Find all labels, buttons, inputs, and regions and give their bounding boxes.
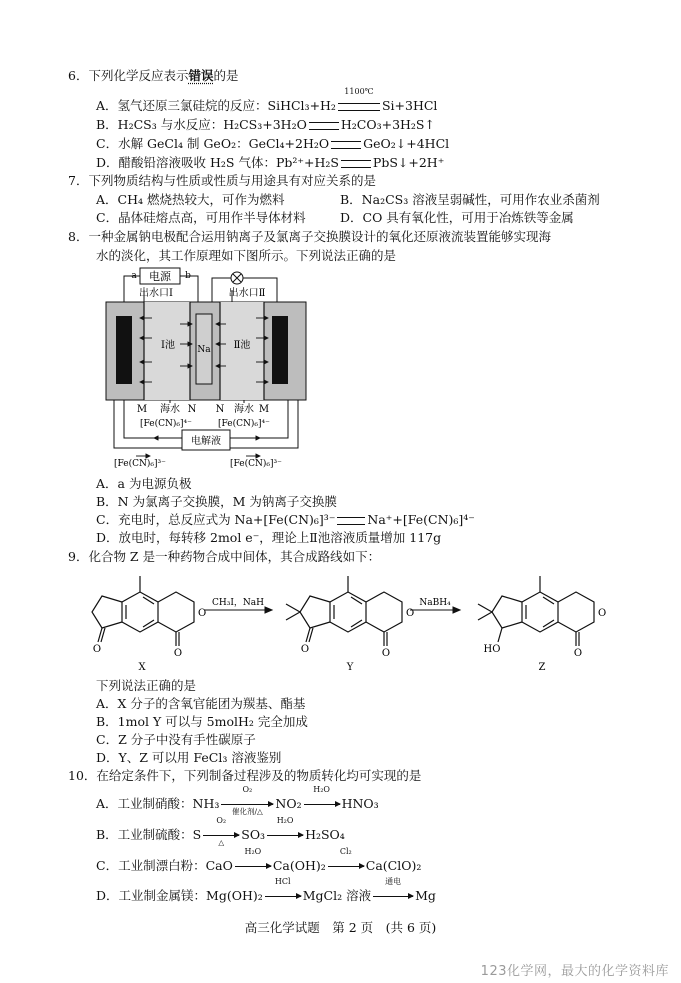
q7-option-c: C．晶体硅熔点高，可用作半导体材料: [96, 210, 306, 225]
x-carbonyl-o: O: [173, 648, 183, 659]
q6-a-condition: 1100℃: [338, 98, 380, 114]
y-carbonyl-o: O: [381, 648, 391, 659]
q8-option-c: C．充电时，总反应式为 Na+[Fe(CN)₆]³⁻ Na⁺+[Fe(CN)₆]⁴⁻: [96, 512, 475, 527]
na-label: Na: [197, 345, 211, 355]
seawater-left-label: 海水: [160, 404, 180, 415]
pool-1-label: Ⅰ池: [161, 340, 175, 351]
q7-option-a: A．CH₄ 燃烧热较大，可作为燃料: [96, 192, 285, 207]
q9-option-d: D．Y、Z 可以用 FeCl₃ 溶液鉴别: [96, 750, 282, 765]
q6-stem: 6．下列化学反应表示错误的是: [68, 68, 239, 83]
q9-synthesis-route: [80, 562, 640, 674]
membrane-m-right: M: [258, 404, 270, 415]
label-x: X: [138, 662, 146, 673]
terminal-b: b: [185, 271, 191, 281]
y-ring-o: O: [406, 608, 415, 619]
outlet-1-label: 出水口Ⅰ: [139, 288, 173, 299]
q10-stem: 10．在给定条件下，下列制备过程涉及的物质转化均可实现的是: [68, 768, 422, 783]
power-source: [140, 268, 180, 284]
label-z: Z: [538, 662, 546, 673]
q8-stem-line1: 8．一种金属钠电极配合运用钠离子及氯离子交换膜设计的氧化还原液流装置能够实现海: [68, 229, 551, 244]
q9-ask: 下列说法正确的是: [96, 678, 197, 693]
molecule-z: [478, 576, 594, 646]
q8-option-a: A．a 为电源负极: [96, 476, 192, 491]
fecn4-left-label: [Fe(CN)₆]⁴⁻: [140, 419, 192, 429]
fecn3-left-label: [Fe(CN)₆]³⁻: [114, 459, 166, 469]
q8-option-d: D．放电时，每转移 2mol e⁻，理论上Ⅱ池溶液质量增加 117g: [96, 530, 442, 545]
page-footer: 高三化学试题 第 2 页 (共 6 页): [244, 920, 437, 935]
q7-stem: 7．下列物质结构与性质或性质与用途具有对应关系的是: [68, 173, 376, 188]
q10-option-b: B．工业制硫酸：S O₂ △ SO₃ H₂O H₂SO₄: [96, 816, 345, 847]
molecule-x: [92, 576, 194, 646]
molecule-y: [286, 576, 402, 646]
q6-option-d: D．醋酸铅溶液吸收 H₂S 气体：Pb²⁺+H₂S PbS↓+2H⁺: [96, 155, 445, 170]
q9-option-a: A．X 分子的含氧官能团为羰基、酯基: [96, 696, 306, 711]
pool-2-label: Ⅱ池: [233, 340, 251, 351]
y-ketone-o: O: [300, 644, 310, 655]
q9-option-c: C．Z 分子中没有手性碳原子: [96, 732, 256, 747]
terminal-a: a: [131, 271, 137, 281]
x-ring-o: O: [198, 608, 207, 619]
z-hydroxyl: HO: [483, 644, 501, 655]
q8-option-b: B．N 为氯离子交换膜，M 为钠离子交换膜: [96, 494, 337, 509]
watermark: 123化学网，最大的化学资料库: [480, 964, 669, 979]
seawater-right-label: 海水: [234, 404, 254, 415]
q10-option-d: D．工业制金属镁：Mg(OH)₂ HCl MgCl₂ 溶液 通电 Mg: [96, 877, 436, 903]
x-ketone-o: O: [92, 644, 102, 655]
electrolyte-tank: [182, 430, 230, 450]
q10-option-a: A．工业制硝酸：NH₃ O₂ 催化剂/△ NO₂ H₂O HNO₃: [96, 785, 379, 816]
q6-option-b: B．H₂CS₃ 与水反应：H₂CS₃+3H₂O H₂CO₃+3H₂S↑: [96, 117, 435, 132]
q8-stem-line2: 水的淡化，其工作原理如下图所示。下列说法正确的是: [96, 248, 397, 263]
q9-stem: 9．化合物 Z 是一种药物合成中间体，其合成路线如下：: [68, 549, 381, 564]
q6-emphasis: 错误: [188, 68, 214, 83]
reagent-2: NaBH₄: [419, 598, 451, 608]
membrane-m-left: M: [136, 404, 148, 415]
q8-cell-diagram: [96, 266, 326, 476]
z-carbonyl-o: O: [573, 648, 583, 659]
fecn4-right-label: [Fe(CN)₆]⁴⁻: [218, 419, 270, 429]
outlet-2-label: 出水口Ⅱ: [228, 288, 266, 299]
z-ring-o: O: [598, 608, 607, 619]
membrane-n-right: N: [215, 404, 225, 415]
q10-option-c: C．工业制漂白粉：CaO H₂O Ca(OH)₂ Cl₂ Ca(ClO)₂: [96, 847, 422, 873]
q6-option-c: C．水解 GeCl₄ 制 GeO₂：GeCl₄+2H₂O GeO₂↓+4HCl: [96, 136, 450, 151]
right-electrode: [272, 316, 288, 384]
q9-option-b: B．1mol Y 可以与 5molH₂ 完全加成: [96, 714, 308, 729]
q7-option-d: D．CO 具有氧化性，可用于冶炼铁等金属: [340, 210, 574, 225]
left-electrode: [116, 316, 132, 384]
fecn3-right-label: [Fe(CN)₆]³⁻: [230, 459, 282, 469]
bulb-icon: [231, 272, 243, 284]
reagent-1: CH₃I，NaH: [212, 598, 264, 608]
q7-option-b: B．Na₂CS₃ 溶液呈弱碱性，可用作农业杀菌剂: [340, 192, 600, 207]
svg-text:电源: 电源: [149, 270, 171, 283]
label-y: Y: [346, 662, 354, 673]
svg-text:电解液: 电解液: [191, 436, 221, 447]
membrane-n-left: N: [187, 404, 197, 415]
q6-option-a: A．氢气还原三氯硅烷的反应：SiHCl₃+H₂ 1100℃ Si+3HCl: [96, 87, 438, 113]
